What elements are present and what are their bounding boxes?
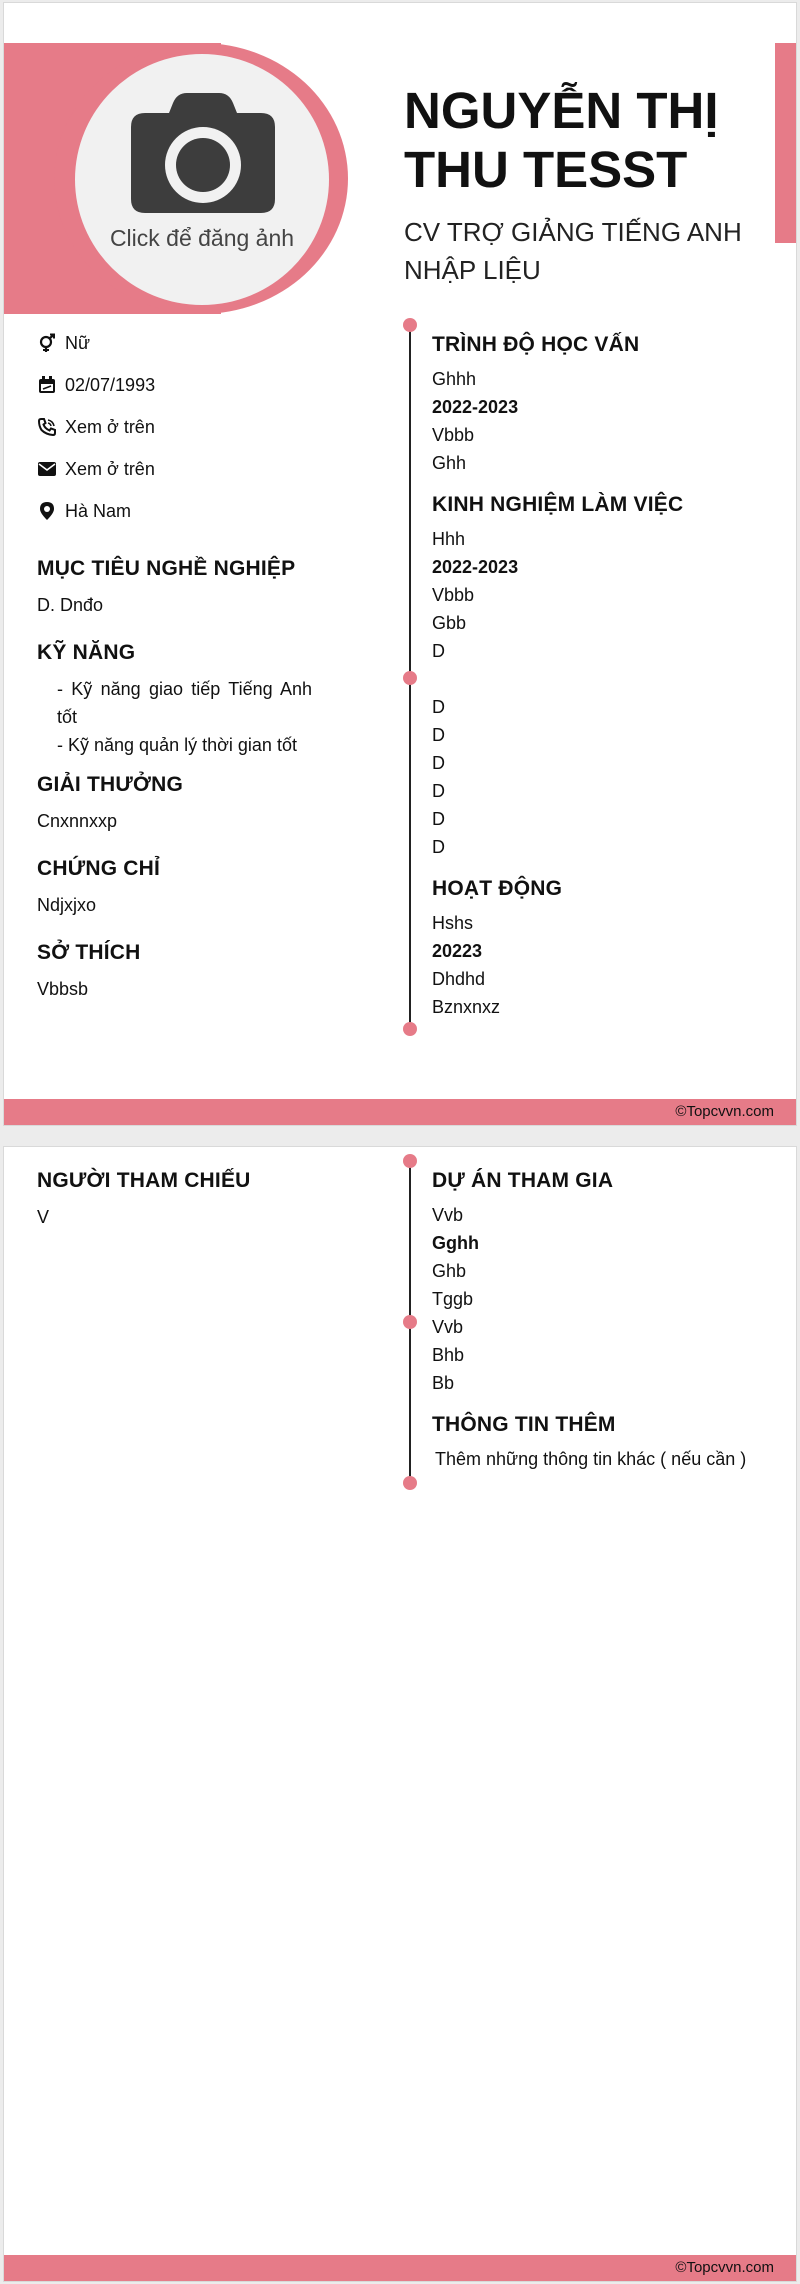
activities-desc: Bznxnxz — [432, 997, 501, 1017]
calendar-icon — [37, 375, 57, 395]
section-objective — [37, 557, 312, 619]
skill-item: - Kỹ năng giao tiếp Tiếng Anh tốt — [57, 679, 312, 727]
references-title: NGƯỜI THAM CHIẾU — [37, 1169, 251, 1192]
gender-value: Nữ — [65, 332, 91, 353]
experience-line: D — [432, 753, 445, 773]
education-title: TRÌNH ĐỘ HỌC VẤN — [432, 333, 640, 356]
project-line: Ghb — [432, 1261, 467, 1281]
section-references — [37, 1169, 312, 1231]
activities-entry[interactable] — [432, 909, 772, 1021]
header-accent-bar — [775, 43, 797, 243]
experience-line: D — [432, 809, 445, 829]
map-pin-icon — [37, 501, 57, 521]
project-name: Vvb — [432, 1205, 464, 1225]
education-desc: Ghh — [432, 453, 467, 473]
contact-dob[interactable] — [37, 371, 155, 399]
experience-line: D — [432, 725, 445, 745]
skills-title: KỸ NĂNG — [37, 641, 136, 664]
skills-list[interactable] — [37, 675, 312, 759]
experience-title: KINH NGHIỆM LÀM VIỆC — [432, 493, 684, 516]
objective-title: MỤC TIÊU NGHỀ NGHIỆP — [37, 557, 296, 580]
project-line: Vvb — [432, 1317, 464, 1337]
project-entry[interactable] — [432, 1201, 772, 1397]
contact-phone[interactable] — [37, 413, 155, 441]
section-skills — [37, 641, 312, 759]
section-certificates — [37, 857, 312, 919]
timeline-dot — [403, 1315, 417, 1329]
page-footer — [4, 2255, 796, 2281]
page-footer — [4, 1099, 796, 1125]
section-projects — [432, 1169, 772, 1397]
experience-line: D — [432, 641, 445, 661]
dob-value: 02/07/1993 — [65, 374, 156, 395]
extra-info-text[interactable]: Thêm những thông tin khác ( nếu cần ) — [435, 1449, 747, 1469]
section-awards — [37, 773, 312, 835]
activities-org: Hshs — [432, 913, 474, 933]
education-major: Vbbb — [432, 425, 475, 445]
timeline-dot — [403, 1476, 417, 1490]
awards-title: GIẢI THƯỞNG — [37, 773, 184, 796]
activities-period: 20223 — [432, 941, 483, 961]
skill-item: - Kỹ năng quản lý thời gian tốt — [57, 735, 297, 755]
contact-email[interactable] — [37, 455, 155, 483]
photo-upload-label[interactable]: Click để đăng ảnh — [109, 225, 295, 251]
footer-brand: ©Topcvvn.com — [675, 1103, 774, 1120]
phone-icon — [37, 417, 57, 437]
awards-text[interactable]: Cnxnnxxp — [37, 811, 118, 831]
certificates-title: CHỨNG CHỈ — [37, 857, 161, 880]
experience-position: Vbbb — [432, 585, 475, 605]
experience-line: D — [432, 781, 445, 801]
project-line: Bhb — [432, 1345, 465, 1365]
hobbies-text[interactable]: Vbbsb — [37, 979, 89, 999]
experience-line: Gbb — [432, 613, 467, 633]
phone-value: Xem ở trên — [65, 416, 155, 437]
references-text[interactable]: V — [37, 1207, 50, 1227]
cv-page-1 — [3, 2, 797, 1126]
gender-icon — [37, 333, 57, 353]
project-line: Bb — [432, 1373, 455, 1393]
hobbies-title: SỞ THÍCH — [37, 941, 141, 964]
education-period: 2022-2023 — [432, 397, 519, 417]
envelope-icon — [37, 459, 57, 479]
candidate-role[interactable]: CV TRỢ GIẢNG TIẾNG ANH NHẬP LIỆU — [404, 217, 742, 285]
section-education — [432, 333, 772, 477]
timeline-dot — [403, 318, 417, 332]
contact-gender[interactable] — [37, 329, 90, 357]
timeline-dot — [403, 671, 417, 685]
section-experience — [432, 493, 772, 861]
experience-entry[interactable] — [432, 525, 772, 861]
timeline-dot — [403, 1154, 417, 1168]
extra-info-title: THÔNG TIN THÊM — [432, 1413, 616, 1436]
timeline-dot — [403, 1022, 417, 1036]
experience-line: D — [432, 697, 445, 717]
certificates-text[interactable]: Ndjxjxo — [37, 895, 97, 915]
camera-icon[interactable] — [129, 91, 277, 215]
email-value: Xem ở trên — [65, 458, 155, 479]
education-school: Ghhh — [432, 369, 477, 389]
section-activities — [432, 877, 772, 1021]
objective-text[interactable]: D. Dnđo — [37, 595, 104, 615]
experience-blank-line — [432, 665, 772, 693]
experience-line: D — [432, 837, 445, 857]
section-extra-info — [432, 1413, 772, 1473]
education-entry[interactable] — [432, 365, 772, 477]
project-period: Gghh — [432, 1233, 479, 1253]
experience-company: Hhh — [432, 529, 466, 549]
contact-address[interactable] — [37, 497, 131, 525]
footer-brand: ©Topcvvn.com — [675, 2259, 774, 2276]
activities-title: HOẠT ĐỘNG — [432, 877, 563, 900]
project-line: Tggb — [432, 1289, 474, 1309]
candidate-name[interactable]: NGUYỄN THỊ THU TESST — [404, 82, 719, 198]
cv-page-2 — [3, 1146, 797, 2282]
address-value: Hà Nam — [65, 500, 132, 521]
activities-role: Dhdhd — [432, 969, 486, 989]
experience-period: 2022-2023 — [432, 557, 519, 577]
projects-title: DỰ ÁN THAM GIA — [432, 1169, 614, 1192]
section-hobbies — [37, 941, 312, 1003]
